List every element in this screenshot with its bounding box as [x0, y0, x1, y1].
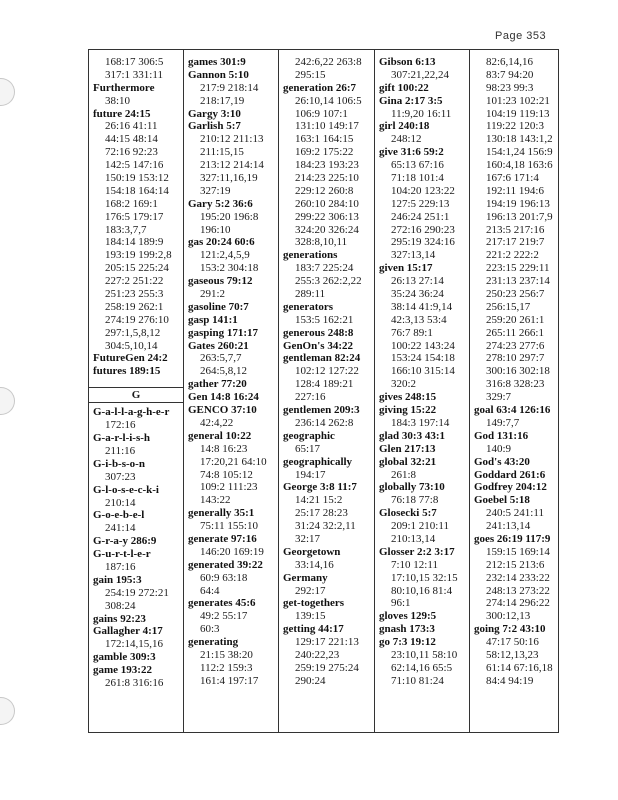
- index-entry-refs: 153:24 154:18: [391, 352, 455, 365]
- index-entry-head: Gallagher 4:17: [93, 625, 163, 638]
- index-entry-head: general 10:22: [188, 429, 252, 442]
- index-entry-refs: 11:9,20 16:11: [391, 107, 452, 120]
- index-entry-refs: 131:10 149:17: [295, 120, 359, 133]
- index-entry-refs: 320:2: [391, 378, 417, 391]
- index-entry-refs: 140:9: [486, 442, 512, 455]
- index-entry-refs: 304:5,10,14: [105, 339, 158, 352]
- index-column-5: [470, 50, 560, 732]
- index-entry-refs: 246:24 251:1: [391, 210, 450, 223]
- index-entry-refs: 231:13 237:14: [486, 275, 550, 288]
- index-entry-head: generations: [283, 249, 338, 262]
- index-entry-refs: 274:19 276:10: [105, 313, 169, 326]
- index-entry-refs: 210:14: [105, 496, 136, 509]
- index-entry-refs: 128:4 189:21: [295, 378, 354, 391]
- index-entry-refs: 153:5 162:21: [295, 313, 354, 326]
- index-entry-refs: 168:17 306:5: [105, 56, 164, 68]
- index-entry-refs: 42:4,22: [200, 416, 234, 429]
- index-entry-head: generating: [188, 636, 239, 649]
- index-entry-head: gasp 141:1: [188, 313, 238, 326]
- index-entry-refs: 292:17: [295, 584, 326, 597]
- index-entry-head: gloves 129:5: [379, 610, 437, 623]
- index-entry-refs: 130:18 143:1,2: [486, 133, 553, 146]
- index-entry-head: goes 26:19 117:9: [474, 532, 551, 545]
- index-entry-head: God 131:16: [474, 429, 529, 442]
- index-entry-refs: 61:14 67:16,18: [486, 661, 553, 674]
- index-entry-refs: 163:1 164:15: [295, 133, 354, 146]
- index-column-1: [89, 50, 184, 732]
- index-entry-refs: 150:19 153:12: [105, 172, 169, 185]
- index-entry-refs: 166:10 315:14: [391, 365, 455, 378]
- index-entry-head: G-i-b-s-o-n: [93, 457, 145, 470]
- index-entry-refs: 7:10 12:11: [391, 558, 438, 571]
- index-entry-head: Furthermore: [93, 81, 155, 94]
- index-entry-refs: 205:15 225:24: [105, 262, 169, 275]
- word-index-table: [88, 49, 559, 733]
- index-entry-refs: 33:14,16: [295, 558, 334, 571]
- index-entry-refs: 218:17,19: [200, 94, 245, 107]
- index-entry-refs: 119:22 120:3: [486, 120, 544, 133]
- index-entry-refs: 295:19 324:16: [391, 236, 455, 249]
- index-entry-refs: 100:22 143:24: [391, 339, 455, 352]
- index-entry-refs: 31:24 32:2,11: [295, 520, 356, 533]
- index-entry-refs: 47:17 50:16: [486, 636, 539, 649]
- index-entry-refs: 258:19 262:1: [105, 300, 164, 313]
- index-entry-refs: 139:15: [295, 610, 326, 623]
- index-entry-refs: 261:8 316:16: [105, 676, 164, 689]
- index-entry-head: get-togethers: [283, 597, 345, 610]
- index-entry-refs: 17:20,21 64:10: [200, 455, 267, 468]
- index-entry-head: going 7:2 43:10: [474, 623, 546, 636]
- index-entry-refs: 153:2 304:18: [200, 262, 259, 275]
- index-entry-refs: 274:23 277:6: [486, 339, 545, 352]
- index-entry-refs: 101:23 102:21: [486, 94, 550, 107]
- index-entry-refs: 212:15 213:6: [486, 558, 545, 571]
- index-entry-refs: 172:16: [105, 419, 136, 432]
- index-entry-refs: 14:8 16:23: [200, 442, 248, 455]
- index-entry-refs: 214:23 225:10: [295, 172, 359, 185]
- index-entry-head: generate 97:16: [188, 532, 257, 545]
- index-entry-refs: 104:20 123:22: [391, 184, 455, 197]
- index-entry-refs: 176:5 179:17: [105, 210, 164, 223]
- index-entry-head: Gargy 3:10: [188, 107, 241, 120]
- index-entry-refs: 129:17 221:13: [295, 636, 359, 649]
- index-entry-refs: 146:20 169:19: [200, 545, 264, 558]
- index-entry-refs: 241:13,14: [486, 520, 531, 533]
- index-entry-head: game 193:22: [93, 664, 152, 677]
- index-entry-refs: 193:19 199:2,8: [105, 249, 172, 262]
- index-entry-refs: 263:5,7,7: [200, 352, 242, 365]
- index-entry-refs: 259:19 275:24: [295, 661, 359, 674]
- index-entry-refs: 251:23 255:3: [105, 288, 164, 301]
- index-entry-head: Goddard 261:6: [474, 468, 546, 481]
- section-letter: G: [89, 387, 183, 403]
- index-entry-refs: 240:22,23: [295, 648, 340, 661]
- index-entry-refs: 209:1 210:11: [391, 520, 449, 533]
- spacer: [93, 378, 180, 384]
- index-entry-head: gain 195:3: [93, 573, 142, 586]
- index-entry-head: Germany: [283, 571, 328, 584]
- index-entry-refs: 278:10 297:7: [486, 352, 545, 365]
- index-entry-head: future 24:15: [93, 107, 151, 120]
- index-entry-refs: 26:10,14 106:5: [295, 94, 362, 107]
- index-entry-refs: 192:11 194:6: [486, 184, 544, 197]
- index-entry-head: girl 240:18: [379, 120, 430, 133]
- index-entry-head: generators: [283, 300, 334, 313]
- index-entry-refs: 42:3,13 53:4: [391, 313, 447, 326]
- index-entry-head: gas 20:24 60:6: [188, 236, 255, 249]
- index-entry-refs: 167:6 171:4: [486, 172, 539, 185]
- index-entry-refs: 71:18 101:4: [391, 172, 444, 185]
- index-entry-refs: 72:16 92:23: [105, 146, 158, 159]
- index-entry-head: G-u-r-t-l-e-r: [93, 548, 151, 561]
- index-entry-refs: 161:4 197:17: [200, 674, 259, 687]
- index-entry-head: Gannon 5:10: [188, 68, 249, 81]
- index-entry-refs: 300:16 302:18: [486, 365, 550, 378]
- index-entry-refs: 60:9 63:18: [200, 571, 248, 584]
- index-entry-refs: 194:17: [295, 468, 326, 481]
- index-entry-refs: 104:19 119:13: [486, 107, 550, 120]
- index-entry-refs: 316:8 328:23: [486, 378, 545, 391]
- index-entry-refs: 227:2 251:22: [105, 275, 164, 288]
- index-entry-refs: 58:12,13,23: [486, 648, 539, 661]
- index-entry-refs: 74:8 105:12: [200, 468, 253, 481]
- index-entry-refs: 254:19 272:21: [105, 586, 169, 599]
- index-entry-refs: 184:23 193:23: [295, 159, 359, 172]
- index-entry-refs: 17:10,15 32:15: [391, 571, 458, 584]
- index-entry-refs: 256:15,17: [486, 300, 531, 313]
- index-entry-refs: 223:15 229:11: [486, 262, 550, 275]
- index-entry-refs: 295:15: [295, 68, 326, 81]
- index-entry-refs: 232:14 233:22: [486, 571, 550, 584]
- index-entry-refs: 160:4,18 163:6: [486, 159, 553, 172]
- index-entry-refs: 236:14 262:8: [295, 416, 354, 429]
- index-entry-refs: 25:17 28:23: [295, 507, 348, 520]
- index-entry-refs: 26:16 41:11: [105, 120, 158, 133]
- index-column-3: [279, 50, 375, 732]
- index-entry-head: futures 189:15: [93, 365, 161, 378]
- index-entry-head: Gina 2:17 3:5: [379, 94, 443, 107]
- index-entry-head: Gary 5:2 36:6: [188, 197, 253, 210]
- index-entry-refs: 183:3,7,7: [105, 223, 147, 236]
- index-entry-refs: 71:10 81:24: [391, 674, 444, 687]
- index-entry-refs: 217:17 219:7: [486, 236, 545, 249]
- index-entry-head: Goebel 5:18: [474, 494, 530, 507]
- index-entry-refs: 38:10: [105, 94, 131, 107]
- index-entry-head: glad 30:3 43:1: [379, 429, 445, 442]
- index-entry-refs: 44:15 48:14: [105, 133, 158, 146]
- index-entry-refs: 328:8,10,11: [295, 236, 348, 249]
- index-entry-refs: 196:13 201:7,9: [486, 210, 553, 223]
- index-entry-refs: 240:5 241:11: [486, 507, 544, 520]
- index-entry-refs: 213:12 214:14: [200, 159, 264, 172]
- index-entry-refs: 14:21 15:2: [295, 494, 343, 507]
- index-entry-head: getting 44:17: [283, 623, 344, 636]
- index-entry-refs: 221:2 222:2: [486, 249, 539, 262]
- index-entry-refs: 84:4 94:19: [486, 674, 534, 687]
- index-entry-refs: 154:18 164:14: [105, 184, 169, 197]
- index-entry-head: globally 73:10: [379, 481, 445, 494]
- index-entry-refs: 329:7: [486, 391, 512, 404]
- index-entry-head: God's 43:20: [474, 455, 530, 468]
- index-entry-refs: 23:10,11 58:10: [391, 648, 458, 661]
- index-entry-refs: 35:24 36:24: [391, 288, 444, 301]
- index-entry-refs: 149:7,7: [486, 416, 520, 429]
- index-entry-refs: 154:1,24 156:9: [486, 146, 553, 159]
- index-entry-head: G-o-e-b-e-l: [93, 509, 145, 522]
- index-entry-refs: 248:12: [391, 133, 422, 146]
- index-entry-head: generated 39:22: [188, 558, 263, 571]
- index-entry-head: generates 45:6: [188, 597, 256, 610]
- index-entry-refs: 184:3 197:14: [391, 416, 450, 429]
- index-entry-refs: 241:14: [105, 522, 136, 535]
- index-entry-refs: 169:2 175:22: [295, 146, 354, 159]
- index-entry-refs: 172:14,15,16: [105, 638, 164, 651]
- index-entry-head: generation 26:7: [283, 81, 357, 94]
- index-entry-refs: 168:2 169:1: [105, 197, 158, 210]
- index-entry-head: Georgetown: [283, 545, 341, 558]
- index-entry-head: Glen 217:13: [379, 442, 436, 455]
- index-entry-refs: 65:13 67:16: [391, 159, 444, 172]
- index-entry-refs: 187:16: [105, 560, 136, 573]
- index-column-4: [375, 50, 470, 732]
- index-entry-head: Godfrey 204:12: [474, 481, 547, 494]
- index-entry-head: geographic: [283, 429, 335, 442]
- index-entry-refs: 80:10,16 81:4: [391, 584, 453, 597]
- index-entry-refs: 75:11 155:10: [200, 520, 258, 533]
- index-entry-head: given 15:17: [379, 262, 433, 275]
- index-entry-refs: 82:6,14,16: [486, 56, 534, 68]
- index-entry-refs: 289:11: [295, 288, 326, 301]
- index-entry-refs: 183:7 225:24: [295, 262, 354, 275]
- index-entry-head: gather 77:20: [188, 378, 247, 391]
- index-entry-refs: 327:13,14: [391, 249, 436, 262]
- index-entry-refs: 265:11 266:1: [486, 326, 544, 339]
- index-entry-refs: 143:22: [200, 494, 231, 507]
- index-entry-refs: 227:16: [295, 391, 326, 404]
- binder-hole-top: [0, 78, 15, 106]
- index-entry-refs: 112:2 159:3: [200, 661, 253, 674]
- index-entry-refs: 291:2: [200, 288, 226, 301]
- index-entry-refs: 127:5 229:13: [391, 197, 450, 210]
- index-entry-refs: 32:17: [295, 532, 321, 545]
- index-entry-refs: 121:2,4,5,9: [200, 249, 250, 262]
- index-entry-refs: 65:17: [295, 442, 321, 455]
- index-entry-refs: 261:8: [391, 468, 417, 481]
- binder-hole-bottom: [0, 697, 15, 725]
- index-entry-refs: 272:16 290:23: [391, 223, 455, 236]
- index-entry-refs: 213:5 217:16: [486, 223, 545, 236]
- index-entry-head: GENCO 37:10: [188, 404, 257, 417]
- index-entry-head: G-a-r-l-i-s-h: [93, 432, 151, 445]
- index-entry-refs: 255:3 262:2,22: [295, 275, 362, 288]
- index-entry-head: giving 15:22: [379, 404, 437, 417]
- index-entry-refs: 250:23 256:7: [486, 288, 545, 301]
- index-entry-refs: 211:16: [105, 444, 136, 457]
- index-entry-head: gasping 171:17: [188, 326, 258, 339]
- index-entry-head: Gates 260:21: [188, 339, 249, 352]
- index-entry-refs: 64:4: [200, 584, 220, 597]
- index-entry-refs: 159:15 169:14: [486, 545, 550, 558]
- index-entry-head: gentlemen 209:3: [283, 404, 360, 417]
- index-entry-head: Gen 14:8 16:24: [188, 391, 259, 404]
- index-entry-head: generous 248:8: [283, 326, 354, 339]
- index-entry-refs: 290:24: [295, 674, 326, 687]
- index-entry-refs: 106:9 107:1: [295, 107, 348, 120]
- index-entry-head: G-l-o-s-e-c-k-i: [93, 483, 159, 496]
- index-entry-refs: 60:3: [200, 623, 220, 636]
- index-entry-head: G-a-l-l-a-g-h-e-r: [93, 406, 170, 419]
- index-entry-refs: 96:1: [391, 597, 411, 610]
- index-entry-refs: 248:13 273:22: [486, 584, 550, 597]
- index-column-2: [184, 50, 279, 732]
- index-entry-refs: 184:14 189:9: [105, 236, 164, 249]
- index-entry-head: gift 100:22: [379, 81, 429, 94]
- index-entry-head: gasoline 70:7: [188, 300, 249, 313]
- index-entry-refs: 327:11,16,19: [200, 172, 258, 185]
- index-entry-head: gamble 309:3: [93, 651, 156, 664]
- index-entry-head: Garlish 5:7: [188, 120, 241, 133]
- index-entry-head: Gibson 6:13: [379, 56, 436, 68]
- index-entry-head: FutureGen 24:2: [93, 352, 168, 365]
- index-entry-refs: 307:23: [105, 470, 136, 483]
- index-entry-head: Glosecki 5:7: [379, 507, 437, 520]
- index-entry-refs: 259:20 261:1: [486, 313, 545, 326]
- index-entry-refs: 109:2 111:23: [200, 481, 258, 494]
- index-entry-refs: 195:20 196:8: [200, 210, 259, 223]
- index-entry-refs: 98:23 99:3: [486, 81, 534, 94]
- index-entry-refs: 102:12 127:22: [295, 365, 359, 378]
- index-entry-refs: 324:20 326:24: [295, 223, 359, 236]
- index-entry-refs: 210:12 211:13: [200, 133, 264, 146]
- index-entry-head: gives 248:15: [379, 391, 437, 404]
- index-entry-head: G-r-a-y 286:9: [93, 535, 157, 548]
- index-entry-head: gaseous 79:12: [188, 275, 253, 288]
- index-entry-refs: 299:22 306:13: [295, 210, 359, 223]
- index-entry-head: go 7:3 19:12: [379, 636, 436, 649]
- binder-hole-middle: [0, 387, 15, 415]
- index-entry-refs: 297:1,5,8,12: [105, 326, 161, 339]
- index-entry-refs: 38:14 41:9,14: [391, 300, 453, 313]
- index-entry-head: gains 92:23: [93, 612, 146, 625]
- index-entry-refs: 26:13 27:14: [391, 275, 444, 288]
- index-entry-refs: 242:6,22 263:8: [295, 56, 362, 68]
- index-entry-refs: 76:18 77:8: [391, 494, 439, 507]
- index-entry-head: geographically: [283, 455, 353, 468]
- index-entry-refs: 83:7 94:20: [486, 68, 534, 81]
- index-entry-head: gnash 173:3: [379, 623, 435, 636]
- index-entry-refs: 307:21,22,24: [391, 68, 450, 81]
- index-entry-head: George 3:8 11:7: [283, 481, 357, 494]
- index-entry-head: goal 63:4 126:16: [474, 404, 551, 417]
- page-number: Page 353: [495, 30, 547, 42]
- index-entry-head: games 301:9: [188, 56, 246, 68]
- index-entry-refs: 260:10 284:10: [295, 197, 359, 210]
- index-entry-refs: 274:14 296:22: [486, 597, 550, 610]
- index-entry-refs: 300:12,13: [486, 610, 531, 623]
- index-entry-refs: 194:19 196:13: [486, 197, 550, 210]
- index-entry-head: Glosser 2:2 3:17: [379, 545, 455, 558]
- index-entry-refs: 210:13,14: [391, 532, 436, 545]
- index-entry-refs: 21:15 38:20: [200, 648, 253, 661]
- index-entry-head: generally 35:1: [188, 507, 255, 520]
- index-entry-refs: 308:24: [105, 599, 136, 612]
- index-entry-refs: 142:5 147:16: [105, 159, 164, 172]
- index-entry-refs: 62:14,16 65:5: [391, 661, 453, 674]
- index-entry-refs: 217:9 218:14: [200, 81, 259, 94]
- index-entry-head: gentleman 82:24: [283, 352, 361, 365]
- index-entry-refs: 327:19: [200, 184, 231, 197]
- index-entry-refs: 229:12 260:8: [295, 184, 354, 197]
- index-entry-refs: 264:5,8,12: [200, 365, 248, 378]
- index-entry-refs: 76:7 89:1: [391, 326, 433, 339]
- index-entry-head: GenOn's 34:22: [283, 339, 353, 352]
- index-entry-refs: 211:15,15: [200, 146, 244, 159]
- index-entry-refs: 196:10: [200, 223, 231, 236]
- index-entry-head: give 31:6 59:2: [379, 146, 444, 159]
- index-entry-head: global 32:21: [379, 455, 437, 468]
- index-entry-refs: 317:1 331:11: [105, 68, 163, 81]
- index-entry-refs: 49:2 55:17: [200, 610, 248, 623]
